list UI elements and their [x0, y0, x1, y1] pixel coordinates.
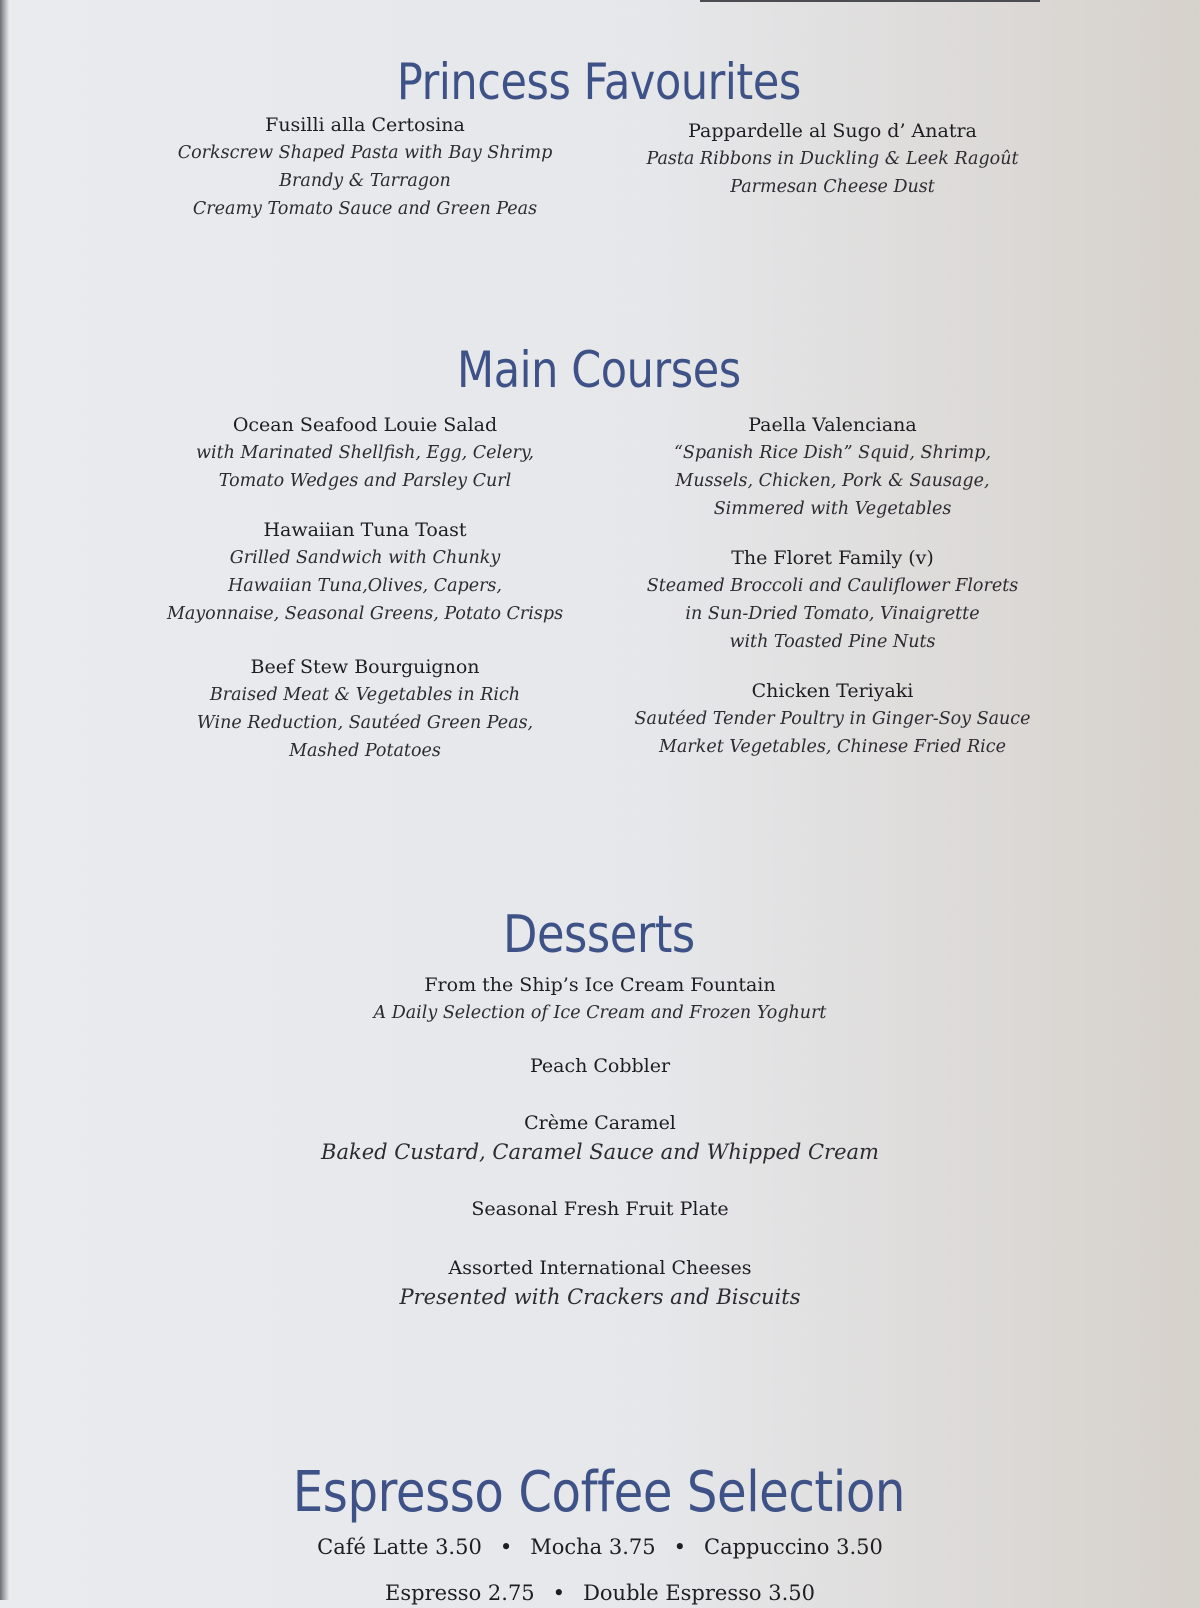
menu-item [615, 118, 1050, 201]
menu-item [615, 545, 1050, 656]
item-name: From the Ship’s Ice Cream Fountain [424, 974, 776, 996]
coffee-row-2 [0, 1578, 1200, 1608]
item-desc-line: Corkscrew Shaped Pasta with Bay Shrimp [177, 143, 553, 163]
item-name: Chicken Teriyaki [751, 680, 914, 702]
item-desc-line: Brandy & Tarragon [279, 171, 451, 191]
dessert-item [240, 1110, 960, 1168]
item-desc-line: Sautéed Tender Poultry in Ginger-Soy Sauce [634, 709, 1031, 729]
coffee-item: Espresso 2.75 [385, 1581, 535, 1605]
item-name: Fusilli alla Certosina [265, 114, 465, 136]
separator-dot: • [499, 1535, 513, 1559]
page-top-edge [700, 0, 1040, 2]
item-name: The Floret Family (v) [731, 547, 934, 569]
item-desc: Baked Custard, Caramel Sauce and Whipped Cream [321, 1140, 879, 1164]
page-shadow-edge [0, 0, 9, 1600]
item-desc-line: Hawaiian Tuna,Olives, Capers, [228, 576, 502, 596]
item-name: Peach Cobbler [529, 1055, 671, 1077]
menu-item [140, 412, 590, 495]
item-desc-line: Grilled Sandwich with Chunky [229, 548, 501, 568]
item-desc-line: Wine Reduction, Sautéed Green Peas, [196, 713, 534, 733]
item-name: Pappardelle al Sugo d’ Anatra [688, 120, 977, 142]
item-desc-line: Mussels, Chicken, Pork & Sausage, [675, 471, 990, 491]
item-desc-line: with Marinated Shellfish, Egg, Celery, [196, 443, 534, 463]
item-name: Crème Caramel [524, 1112, 676, 1134]
coffee-item: Double Espresso 3.50 [583, 1581, 815, 1605]
item-name: Assorted International Cheeses [448, 1257, 752, 1279]
favourites-title: Princess Favourites [396, 53, 801, 111]
item-desc: A Daily Selection of Ice Cream and Frozen Yoghurt [373, 1003, 827, 1023]
item-name: Ocean Seafood Louie Salad [232, 414, 498, 436]
coffee-item: Cappuccino 3.50 [704, 1535, 883, 1559]
dessert-item [240, 1196, 960, 1223]
menu-item [140, 517, 590, 628]
desserts-title: Desserts [502, 905, 695, 965]
item-desc-line: Creamy Tomato Sauce and Green Peas [192, 199, 538, 219]
dessert-item [240, 1255, 960, 1313]
item-desc-line: Tomato Wedges and Parsley Curl [218, 471, 512, 491]
item-desc-line: Mashed Potatoes [289, 741, 441, 761]
dessert-item [240, 972, 960, 1027]
item-desc: Presented with Crackers and Biscuits [399, 1285, 801, 1309]
menu-item [140, 112, 590, 223]
mains-left-column [140, 412, 590, 787]
coffee-title: Espresso Coffee Selection [292, 1460, 905, 1525]
coffee-item: Mocha 3.75 [530, 1535, 656, 1559]
item-desc-line: Steamed Broccoli and Cauliflower Florets [646, 576, 1019, 596]
item-desc-line: Mayonnaise, Seasonal Greens, Potato Crisps [166, 604, 564, 624]
main-courses-title: Main Courses [457, 341, 741, 399]
mains-right-column [615, 412, 1050, 783]
separator-dot: • [673, 1535, 686, 1559]
favourites-right-column [615, 118, 1050, 223]
separator-dot: • [552, 1581, 566, 1605]
favourites-left-column [140, 112, 590, 245]
coffee-row-1 [0, 1532, 1200, 1562]
item-desc-line: Parmesan Cheese Dust [730, 177, 935, 197]
desserts-list [240, 972, 960, 1335]
menu-item [615, 678, 1050, 761]
item-desc-line: Braised Meat & Vegetables in Rich [209, 685, 521, 705]
dessert-item [240, 1053, 960, 1080]
item-desc-line: Pasta Ribbons in Duckling & Leek Ragoût [646, 149, 1019, 169]
item-name: Seasonal Fresh Fruit Plate [471, 1198, 729, 1220]
item-desc-line: Market Vegetables, Chinese Fried Rice [659, 737, 1006, 757]
item-desc-line: with Toasted Pine Nuts [729, 632, 936, 652]
menu-item [615, 412, 1050, 523]
coffee-item: Café Latte 3.50 [317, 1535, 482, 1559]
item-name: Beef Stew Bourguignon [250, 656, 480, 678]
item-name: Hawaiian Tuna Toast [263, 519, 467, 541]
item-desc-line: in Sun-Dried Tomato, Vinaigrette [685, 604, 980, 624]
item-desc-line: “Spanish Rice Dish” Squid, Shrimp, [673, 443, 992, 463]
item-desc-line: Simmered with Vegetables [713, 499, 952, 519]
menu-item [140, 654, 590, 765]
item-name: Paella Valenciana [748, 414, 917, 436]
